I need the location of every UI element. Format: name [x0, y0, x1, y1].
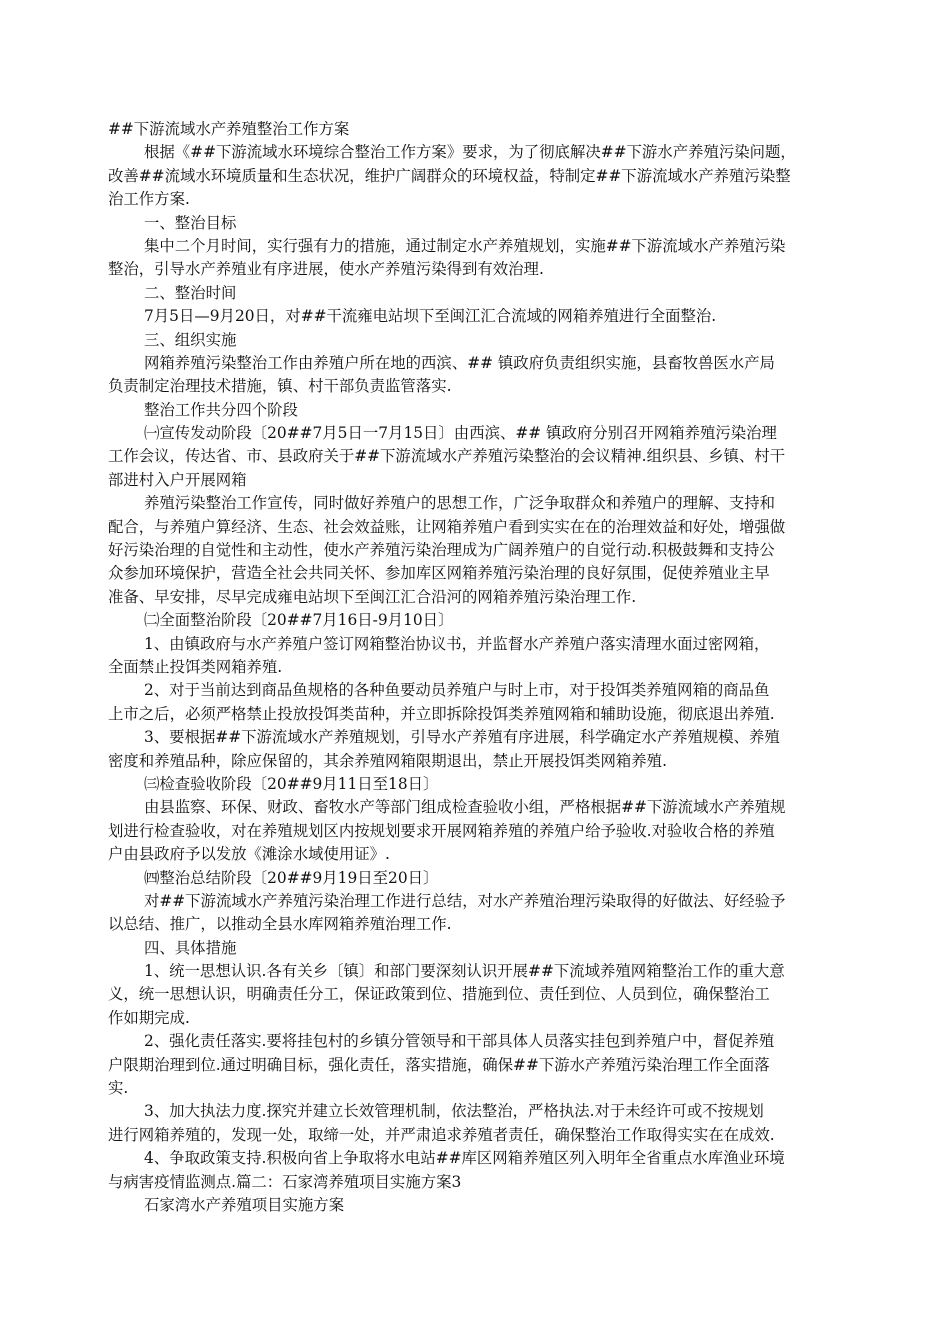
text-line: 户由县政府予以发放《滩涂水域使用证》.	[108, 845, 390, 864]
text-line: 三、组织实施	[144, 330, 237, 349]
document-page	[108, 118, 856, 1217]
text-line: 进行网箱养殖的，发现一处，取缔一处，并严肃追求养殖者责任，确保整治工作取得实实在在成效.	[108, 1125, 775, 1144]
text-line: 由县监察、环保、财政、畜牧水产等部门组成检查验收小组，严格根据##下游流域水产养殖规	[144, 798, 786, 817]
text-line: 根据《##下游流域水环境综合整治工作方案》要求，为了彻底解决##下游水产养殖污染问题，	[144, 143, 796, 162]
text-line: 一、整治目标	[144, 213, 237, 232]
text-line: 负责制定治理技术措施，镇、村干部负责监管落实.	[108, 377, 452, 396]
text-line: 义，统一思想认识，明确责任分工，保证政策到位、措施到位、责任到位、人员到位，确保整治工	[108, 985, 770, 1004]
text-line: 4、争取政策支持.积极向省上争取将水电站##库区网箱养殖区列入明年全省重点水库渔业环境	[144, 1149, 785, 1168]
document-body	[108, 141, 856, 1217]
text-line: 养殖污染整治工作宣传，同时做好养殖户的思想工作，广泛争取群众和养殖户的理解、支持和	[144, 494, 776, 513]
text-line: 工作会议，传达省、市、县政府关于##下游流域水产养殖污染整治的会议精神.组织县、乡镇、村干	[108, 447, 786, 466]
text-line: 与病害疫情监测点.篇二：石家湾养殖项目实施方案3	[108, 1172, 462, 1191]
text-line: 石家湾水产养殖项目实施方案	[144, 1195, 345, 1214]
text-line: 以总结、推广，以推动全县水库网箱养殖治理工作.	[108, 915, 452, 934]
text-line: 作如期完成.	[108, 1008, 190, 1027]
text-line: 好污染治理的自觉性和主动性，使水产养殖污染治理成为广阔养殖户的自觉行动.积极鼓舞和支持公	[108, 541, 775, 560]
text-line: 众参加环境保护，营造全社会共同关怀、参加库区网箱养殖污染治理的良好氛围，促使养殖业主早	[108, 564, 770, 583]
text-line: ㈠宣传发动阶段〔20##7月5日一7月15日〕由西滨、## 镇政府分别召开网箱养殖污染治理	[144, 424, 777, 443]
text-line: 整治工作共分四个阶段	[144, 400, 298, 419]
text-line: 实.	[108, 1079, 129, 1098]
text-line: 2、强化责任落实.要将挂包村的乡镇分管领导和干部具体人员落实挂包到养殖户中，督促养殖	[144, 1032, 775, 1051]
text-line: 治工作方案.	[108, 190, 190, 209]
text-line: 网箱养殖污染整治工作由养殖户所在地的西滨、## 镇政府负责组织实施，县畜牧兽医水产局	[144, 353, 775, 372]
text-line: 上市之后，必须严格禁止投放投饵类苗种，并立即拆除投饵类养殖网箱和辅助设施，彻底退出养殖.	[108, 704, 775, 723]
text-line: ㈢检查验收阶段〔20##9月11日至18日〕	[144, 774, 439, 793]
text-line: 2、对于当前达到商品鱼规格的各种鱼要动员养殖户与时上市，对于投饵类养殖网箱的商品鱼	[144, 681, 770, 700]
text-line: 二、整治时间	[144, 283, 237, 302]
text-line: 四、具体措施	[144, 938, 237, 957]
text-line: 配合，与养殖户算经济、生态、社会效益账，让网箱养殖户看到实实在在的治理效益和好处，增强做	[108, 517, 786, 536]
text-line: 划进行检查验收，对在养殖规划区内按规划要求开展网箱养殖的养殖户给予验收.对验收合格的养殖	[108, 821, 775, 840]
text-line: 1、统一思想认识.各有关乡〔镇〕和部门要深刻认识开展##下流域养殖网箱整治工作的重大意	[144, 962, 785, 981]
text-line: 户限期治理到位.通过明确目标，强化责任，落实措施，确保##下游水产养殖污染治理工作全面落	[108, 1055, 770, 1074]
text-line: 3、加大执法力度.探究并建立长效管理机制，依法整治，严格执法.对于未经许可或不按规划	[144, 1102, 764, 1121]
text-line: 7月5日—9月20日，对##干流雍电站坝下至闽江汇合流域的网箱养殖进行全面整治.	[144, 307, 717, 326]
text-line: 3、要根据##下游流域水产养殖规划，引导水产养殖有序进展，科学确定水产养殖规模、养殖	[144, 728, 780, 747]
text-line: 集中二个月时间，实行强有力的措施，通过制定水产养殖规划，实施##下游流域水产养殖污染	[144, 236, 786, 255]
document-title: ##下游流域水产养殖整治工作方案	[108, 120, 350, 138]
text-line: 1、由镇政府与水产养殖户签订网箱整治协议书，并监督水产养殖户落实清理水面过密网箱，	[144, 634, 770, 653]
text-line: ㈣整治总结阶段〔20##9月19日至20日〕	[144, 868, 439, 887]
text-line: 部进村入户开展网箱	[108, 470, 247, 489]
text-line: 整治，引导水产养殖业有序进展，使水产养殖污染得到有效治理.	[108, 260, 544, 279]
text-line: 对##下游流域水产养殖污染治理工作进行总结，对水产养殖治理污染取得的好做法、好经验予	[144, 891, 786, 910]
text-line: 密度和养殖品种，除应保留的，其余养殖网箱限期退出，禁止开展投饵类网箱养殖.	[108, 751, 667, 770]
text-line: 改善##流域水环境质量和生态状况，维护广阔群众的环境权益，特制定##下游流域水产养殖污染整	[108, 166, 791, 185]
text-line: 准备、早安排，尽早完成雍电站坝下至闽江汇合沿河的网箱养殖污染治理工作.	[108, 587, 637, 606]
text-line: ㈡全面整治阶段〔20##7月16日-9月10日〕	[144, 611, 454, 630]
text-line: 全面禁止投饵类网箱养殖.	[108, 657, 283, 676]
